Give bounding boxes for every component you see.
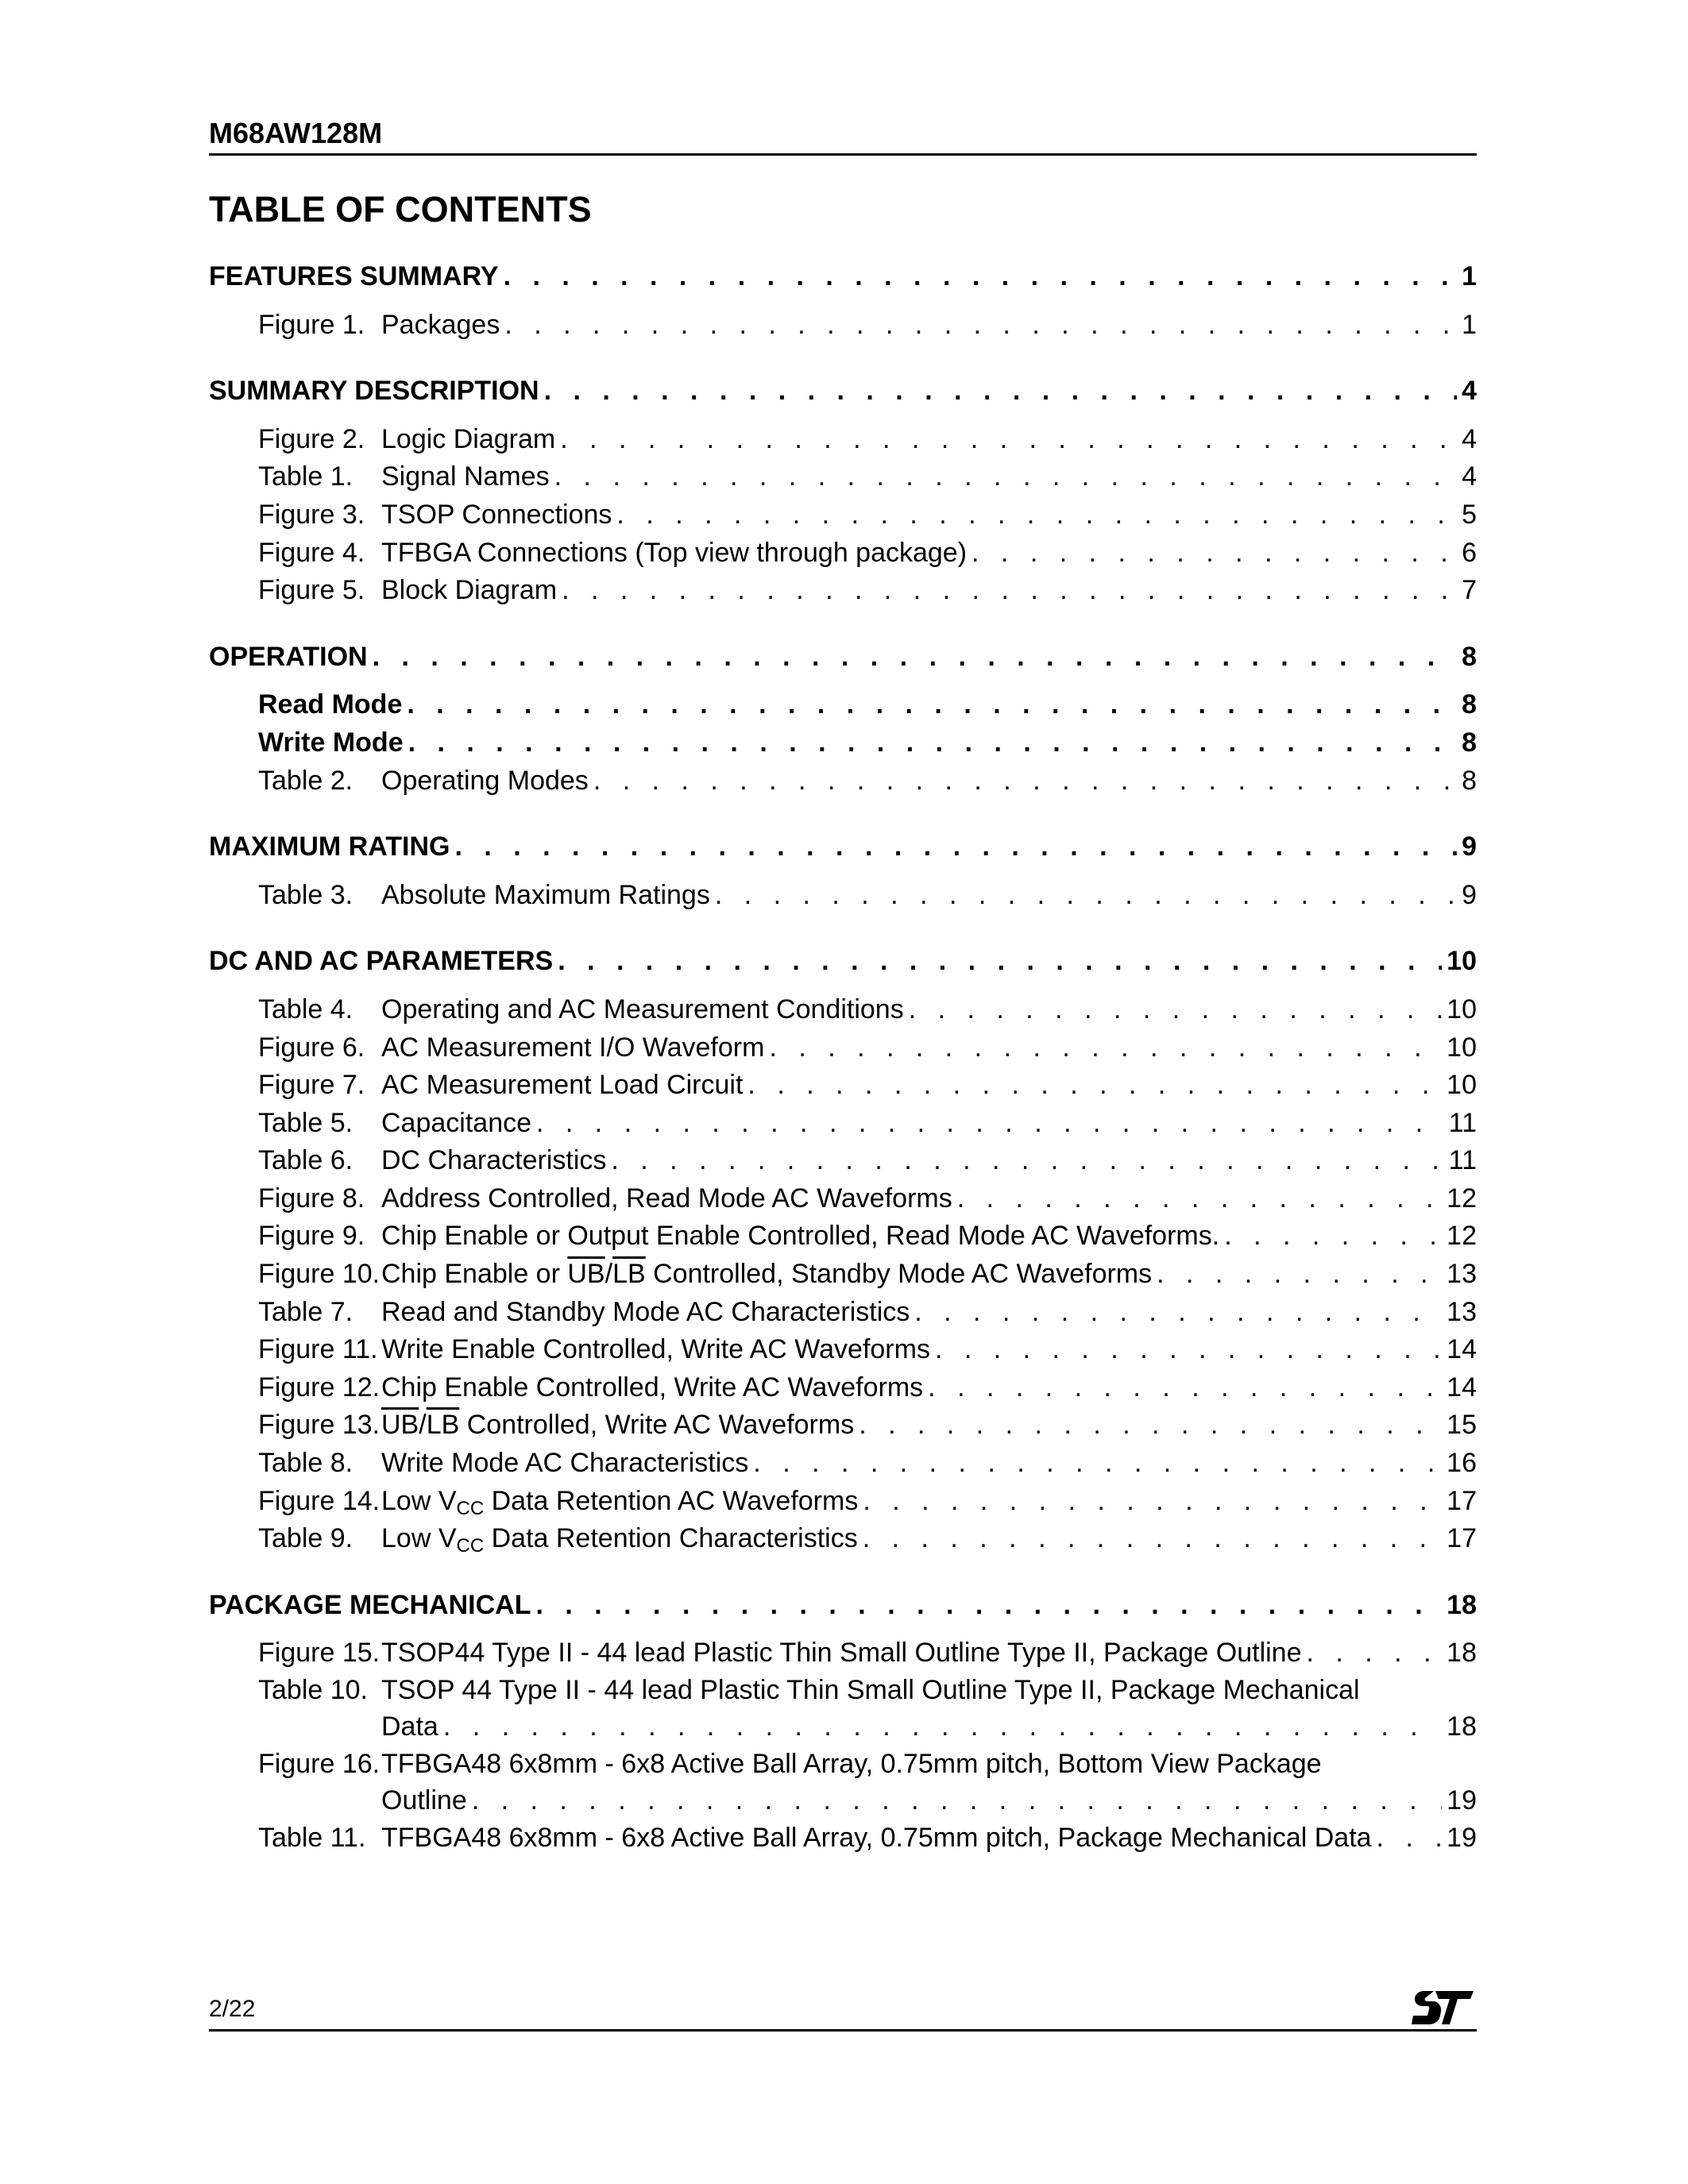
toc-title: TABLE OF CONTENTS [209, 189, 592, 230]
toc-section-heading[interactable]: SUMMARY DESCRIPTION . . . 4 [209, 372, 1477, 411]
page-header [209, 118, 1477, 156]
toc-subsection[interactable]: Read Mode . . . 8 [209, 686, 1477, 724]
toc-entry[interactable]: Table 5. Capacitance . . . 11 [209, 1105, 1477, 1143]
document-id: M68AW128M [209, 117, 383, 149]
toc-entry[interactable]: Figure 12. Chip Enable Controlled, Write AC Waveforms . . . 14 [209, 1369, 1477, 1407]
toc-entry[interactable]: Table 1. Signal Names . . . 4 [209, 458, 1477, 496]
overbar-signal: $\overline{UB}$ [381, 1410, 419, 1441]
toc-subsection[interactable]: Write Mode . . . 8 [209, 724, 1477, 762]
toc-entry[interactable]: Table 7. Read and Standby Mode AC Characteristics . . . 13 [209, 1294, 1477, 1332]
overbar-signal: $\overline{LB}$ [426, 1410, 460, 1441]
toc-entry[interactable]: Figure 5. Block Diagram . . . 7 [209, 572, 1477, 610]
toc-entry[interactable]: Figure 13. $\overline{UB}/\overline{LB}$ Controlled, Write AC Waveforms . . . 15 [209, 1406, 1477, 1445]
toc-entry[interactable]: Table 8. Write Mode AC Characteristics . . . 16 [209, 1445, 1477, 1483]
toc-section [209, 639, 1477, 800]
toc-entry[interactable]: Table 3. Absolute Maximum Ratings . . . 9 [209, 877, 1477, 915]
toc-section-heading[interactable]: OPERATION . . . 8 [209, 639, 1477, 677]
toc-entry[interactable]: Figure 15. TSOP44 Type II - 44 lead Plastic Thin Small Outline Type II, Package Outline . . . 18 [209, 1634, 1477, 1673]
toc-entry[interactable]: Table 9. Low $V_{CC}$ Data Retention Characteristics . . . 17 [209, 1520, 1477, 1558]
toc-entry[interactable]: Figure 9. Chip Enable or Output Enable Controlled, Read Mode AC Waveforms. . . . 12 [209, 1217, 1477, 1256]
toc-section-heading[interactable]: MAXIMUM RATING . . . 9 [209, 828, 1477, 866]
toc-entry-wrapped[interactable]: Table 10. TSOP 44 Type II - 44 lead Plastic Thin Small Outline Type II, Package Mechanical Data . . . 18 [209, 1673, 1477, 1746]
toc-section-heading[interactable]: DC AND AC PARAMETERS . . . 10 [209, 943, 1477, 981]
toc-section-heading[interactable]: FEATURES SUMMARY . . . 1 [209, 258, 1477, 296]
toc-section [209, 372, 1477, 610]
overbar-signal: $\overline{LB}$ [612, 1259, 646, 1290]
st-logo-icon [1412, 1988, 1475, 2028]
page-footer [209, 1988, 1477, 2032]
toc-section [209, 828, 1477, 914]
page-number: 2/22 [209, 1996, 256, 2022]
toc-entry[interactable]: Figure 6. AC Measurement I/O Waveform . . . 10 [209, 1029, 1477, 1067]
toc-section [209, 258, 1477, 344]
toc-section [209, 1587, 1477, 1858]
toc-entry[interactable]: Figure 3. TSOP Connections . . . 5 [209, 496, 1477, 534]
overbar-signal: $\overline{UB}$ [567, 1259, 605, 1290]
toc-section [209, 943, 1477, 1558]
toc-entry[interactable]: Figure 1. Packages . . . 1 [209, 307, 1477, 345]
toc-entry[interactable]: Table 4. Operating and AC Measurement Conditions . . . 10 [209, 991, 1477, 1029]
toc-entry[interactable]: Table 2. Operating Modes . . . 8 [209, 762, 1477, 801]
toc-entry[interactable]: Figure 7. AC Measurement Load Circuit . . . 10 [209, 1067, 1477, 1105]
toc-entry-wrapped[interactable]: Figure 16. TFBGA48 6x8mm - 6x8 Active Ball Array, 0.75mm pitch, Bottom View Package Outline . . . 19 [209, 1746, 1477, 1820]
toc-entry[interactable]: Figure 4. TFBGA Connections (Top view through package) . . . 6 [209, 534, 1477, 573]
table-of-contents [209, 258, 1477, 1886]
toc-entry[interactable]: Figure 10. Chip Enable or $\overline{UB}/\overline{LB}$ Controlled, Standby Mode AC Waveforms . . . 13 [209, 1256, 1477, 1294]
toc-entry[interactable]: Table 11. TFBGA48 6x8mm - 6x8 Active Ball Array, 0.75mm pitch, Package Mechanical Data . . . 19 [209, 1819, 1477, 1858]
toc-entry[interactable]: Figure 14. Low $V_{CC}$ Data Retention AC Waveforms . . . 17 [209, 1483, 1477, 1521]
toc-entry[interactable]: Figure 2. Logic Diagram . . . 4 [209, 421, 1477, 459]
toc-entry[interactable]: Figure 11. Write Enable Controlled, Write AC Waveforms . . . 14 [209, 1331, 1477, 1369]
toc-entry[interactable]: Table 6. DC Characteristics . . . 11 [209, 1142, 1477, 1180]
toc-entry[interactable]: Figure 8. Address Controlled, Read Mode AC Waveforms . . . 12 [209, 1180, 1477, 1218]
toc-section-heading[interactable]: PACKAGE MECHANICAL . . . 18 [209, 1587, 1477, 1625]
